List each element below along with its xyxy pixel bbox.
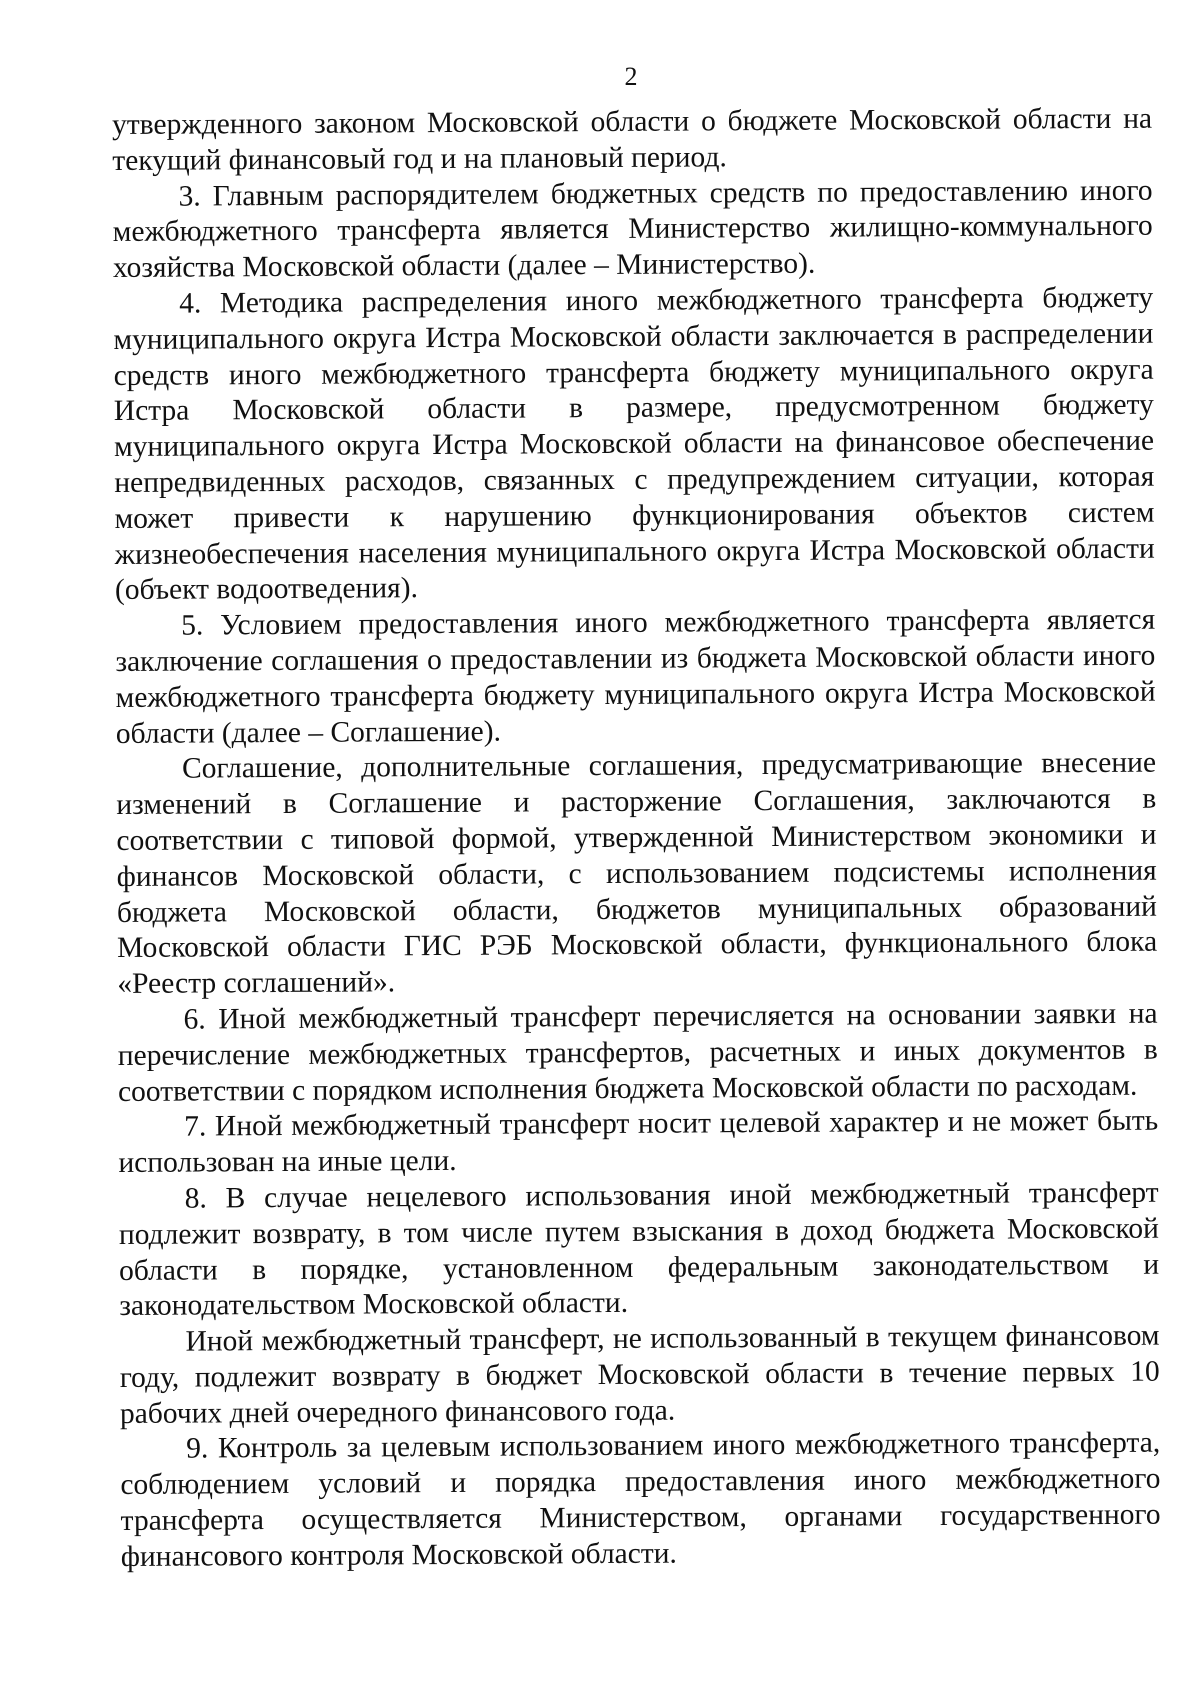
document-body <box>112 102 1161 1576</box>
paragraph-3: 3. Главным распорядителем бюджетных средств по предоставлению иного межбюджетного трансферта является Министерство жилищно-коммунального хозяйства Московской области (далее – Министерство). <box>112 174 1153 285</box>
paragraph-6: 6. Иной межбюджетный трансферт перечисляется на основании заявки на перечисление межбюджетных трансфертов, расчетных и иных документов в соответствии с порядком исполнения бюджета Московской области по расходам. <box>117 997 1158 1108</box>
paragraph-continuation: утвержденного законом Московской области о бюджете Московской области на текущий финансовый год и на плановый период. <box>112 102 1153 177</box>
paragraph-5: 5. Условием предоставления иного межбюджетного трансферта является заключение соглашения о предоставлении из бюджета Московской области иного межбюджетного трансферта бюджету муниципального округа Истра Московской области (далее – Соглашение). <box>115 603 1156 750</box>
page-number: 2 <box>624 62 638 91</box>
paragraph-8-unused: Иной межбюджетный трансферт, не использованный в текущем финансовом году, подлежит возврату в бюджет Московской области в течение первых 10 рабочих дней очередного финансового года. <box>119 1319 1160 1430</box>
paragraph-7: 7. Иной межбюджетный трансферт носит целевой характер и не может быть использован на иные цели. <box>118 1104 1159 1180</box>
paragraph-9: 9. Контроль за целевым использованием иного межбюджетного трансферта, соблюдением условий и порядка предоставления иного межбюджетного трансферта осуществляется Министерством, органами государственного финансового контроля Московской области. <box>120 1427 1161 1573</box>
paragraph-5-agreement: Соглашение, дополнительные соглашения, предусматривающие внесение изменений в Соглашение и расторжение Соглашения, заключаются в соответствии с типовой формой, утвержденной Министерством экономики и финансов Московской области, с использованием подсистемы исполнения бюджета Московской области, бюджетов муниципальных образований Московской области ГИС РЭБ Московской области, функционального блока «Реестр соглашений». <box>116 746 1158 1001</box>
paragraph-4: 4. Методика распределения иного межбюджетного трансферта бюджету муниципального округа Истра Московской области заключается в распределении средств иного межбюджетного трансферта бюджету муниципального округа Истра Московской области в размере, предусмотренном бюджету муниципального округа Истра Московской области на финансовое обеспечение непредвиденных расходов, связанных с предупреждением ситуации, которая может привести к нарушению функционирования объектов систем жизнеобеспечения населения муниципального округа Истра Московской области (объект водоотведения). <box>113 281 1155 607</box>
paragraph-8: 8. В случае нецелевого использования иной межбюджетный трансферт подлежит возврату, в том числе путем взыскания в доход бюджета Московской области в порядке, установленном федеральным законодательством и законодательством Московской области. <box>118 1176 1160 1323</box>
